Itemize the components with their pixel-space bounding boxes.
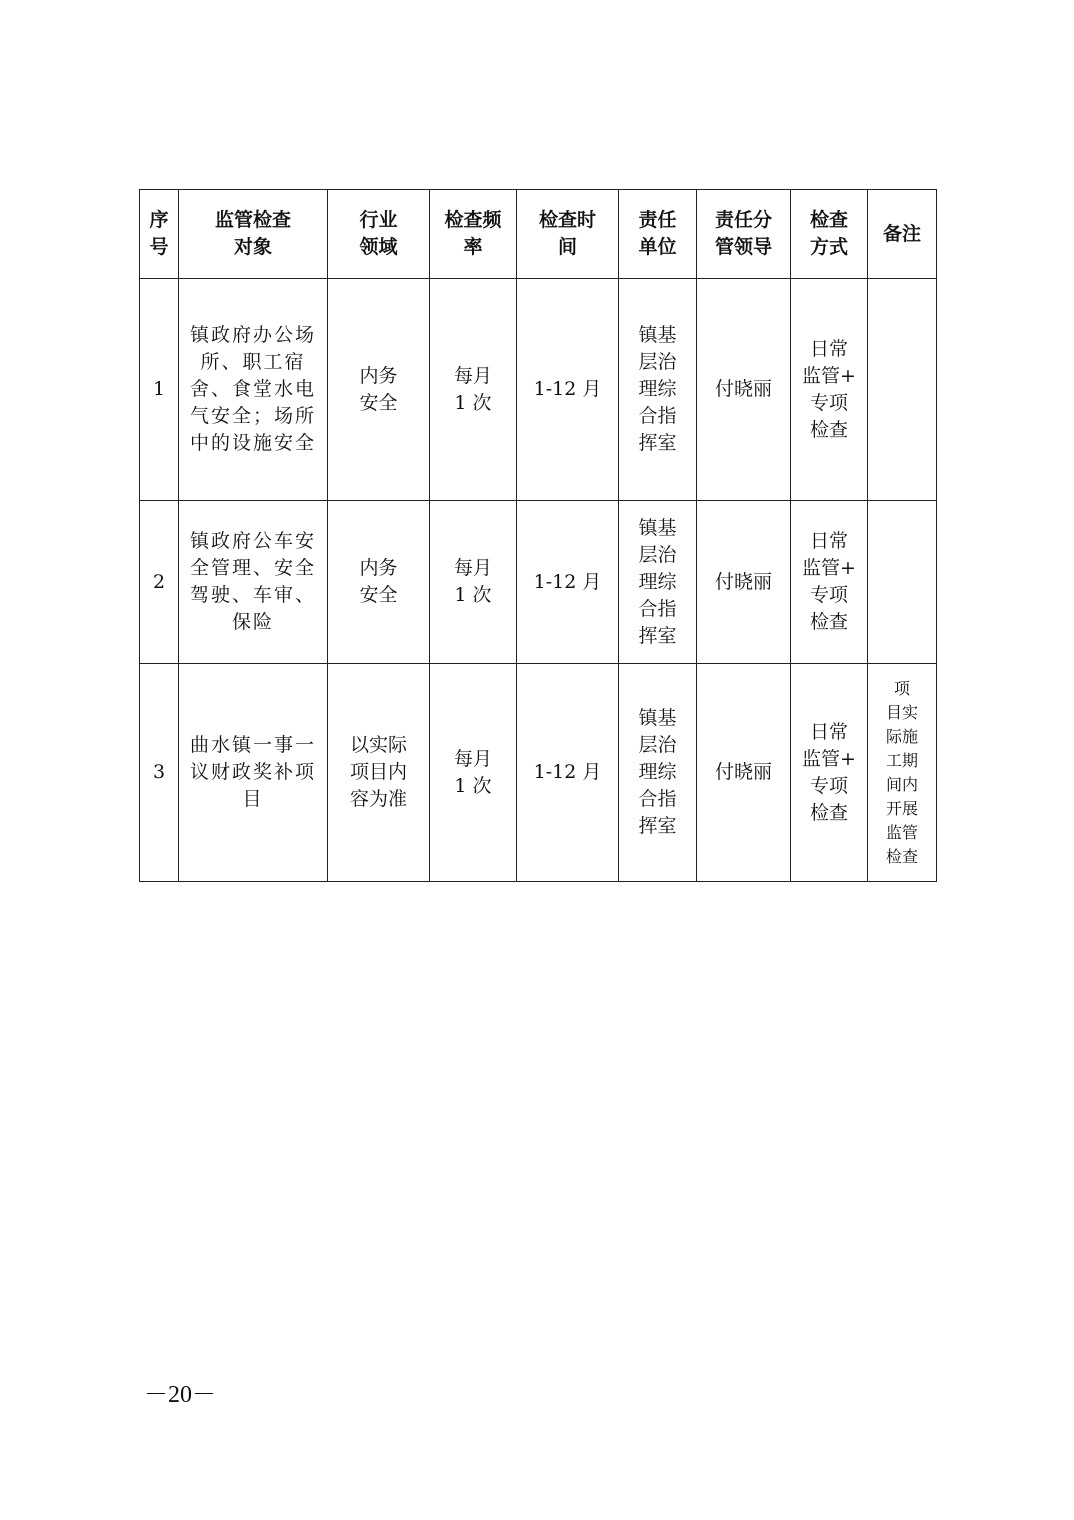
header-frequency: 检查频 率 (430, 190, 517, 279)
table-row (140, 279, 937, 501)
cell-leader: 付晓丽 (697, 501, 791, 664)
cell-no: 1 (140, 279, 179, 501)
header-note: 备注 (868, 190, 937, 279)
cell-target: 镇政府办公场所、职工宿舍、食堂水电气安全；场所中的设施安全 (179, 279, 328, 501)
page-number: －20－ (144, 1382, 216, 1408)
header-field: 行业 领域 (328, 190, 430, 279)
cell-method: 日常 监管+ 专项 检查 (791, 664, 868, 882)
cell-target: 镇政府公车安全管理、安全驾驶、车审、保险 (179, 501, 328, 664)
cell-time: 1-12 月 (517, 279, 619, 501)
header-leader: 责任分 管领导 (697, 190, 791, 279)
cell-target: 曲水镇一事一议财政奖补项目 (179, 664, 328, 882)
cell-field: 内务 安全 (328, 279, 430, 501)
cell-unit: 镇基 层治 理综 合指 挥室 (619, 664, 697, 882)
cell-method: 日常 监管+ 专项 检查 (791, 501, 868, 664)
header-unit: 责任 单位 (619, 190, 697, 279)
header-no: 序 号 (140, 190, 179, 279)
table-row (140, 501, 937, 664)
cell-leader: 付晓丽 (697, 279, 791, 501)
header-target: 监管检查 对象 (179, 190, 328, 279)
cell-field: 以实际 项目内 容为准 (328, 664, 430, 882)
cell-frequency: 每月 1 次 (430, 664, 517, 882)
cell-no: 3 (140, 664, 179, 882)
cell-note (868, 279, 937, 501)
cell-no: 2 (140, 501, 179, 664)
cell-frequency: 每月 1 次 (430, 501, 517, 664)
cell-note: 项 目实 际施 工期 间内 开展 监管 检查 (868, 664, 937, 882)
cell-unit: 镇基 层治 理综 合指 挥室 (619, 279, 697, 501)
header-row (140, 190, 937, 279)
cell-leader: 付晓丽 (697, 664, 791, 882)
cell-time: 1-12 月 (517, 664, 619, 882)
cell-unit: 镇基 层治 理综 合指 挥室 (619, 501, 697, 664)
cell-time: 1-12 月 (517, 501, 619, 664)
cell-field: 内务 安全 (328, 501, 430, 664)
inspection-schedule-table (139, 189, 937, 882)
table-row (140, 664, 937, 882)
header-time: 检查时 间 (517, 190, 619, 279)
cell-method: 日常 监管+ 专项 检查 (791, 279, 868, 501)
header-method: 检查 方式 (791, 190, 868, 279)
cell-frequency: 每月 1 次 (430, 279, 517, 501)
cell-note (868, 501, 937, 664)
